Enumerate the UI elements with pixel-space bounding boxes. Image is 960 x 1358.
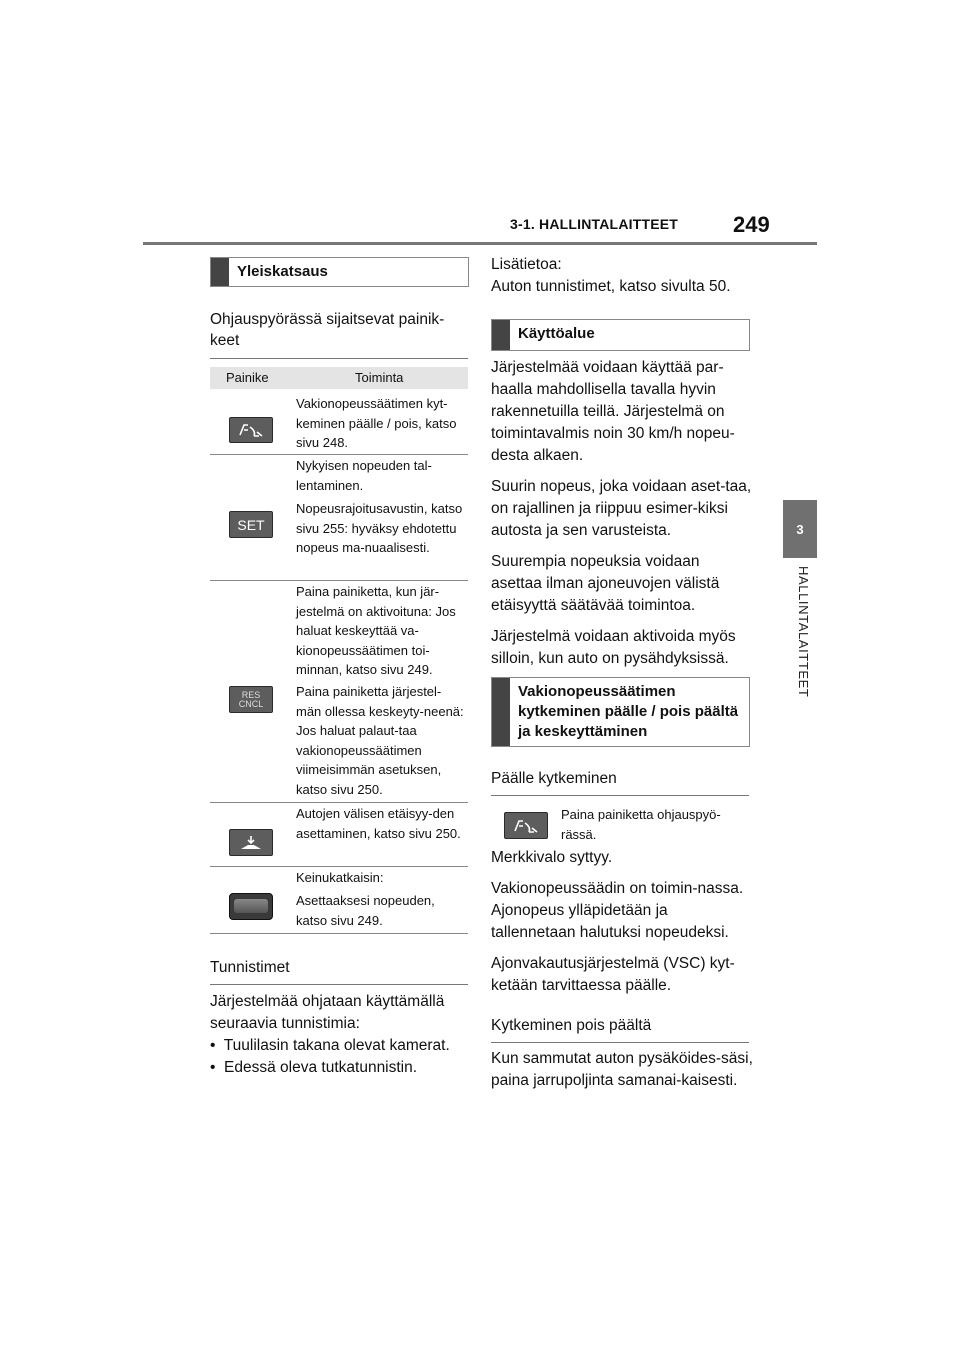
paragraph: Suurempia nopeuksia voidaan asettaa ilman ajoneuvojen välistä etäisyyttä säätävää toimintoa. (491, 553, 720, 614)
distance-icon (229, 829, 273, 856)
on-heading: Päälle kytkeminen (491, 768, 749, 796)
overview-heading-box (210, 257, 469, 287)
row-divider (210, 454, 468, 455)
bullet-text: Tuulilasin takana olevat kamerat. (223, 1037, 450, 1054)
sensors-heading: Tunnistimet (210, 957, 468, 985)
row-5-text-b: Asettaaksesi nopeuden, katso sivu 249. (296, 893, 435, 928)
paragraph: Ajonvakautusjärjestelmä (VSC) kyt-ketään tarvittaessa päälle. (491, 955, 735, 994)
heading-bar (492, 678, 510, 746)
bullet-text: Edessä oleva tutkatunnistin. (224, 1059, 418, 1076)
usage-heading: Käyttöalue (518, 325, 595, 342)
heading-bar (211, 258, 229, 286)
overview-heading: Yleiskatsaus (237, 263, 328, 280)
on-instruction: Paina painiketta ohjauspyö-rässä. (561, 807, 721, 842)
switch-heading-box (491, 677, 750, 747)
list-item: • Tuulilasin takana olevat kamerat. (210, 1037, 450, 1054)
heading-bar (492, 320, 510, 350)
row-1-text: Vakionopeussäätimen kyt-keminen päälle / pois, katso sivu 248. (296, 396, 457, 450)
row-3-text-b: Paina painiketta järjestel-män ollessa keskeyty-neenä: Jos haluat palaut-taa vakionopeussäätimen viimeisimmän asetuksen, katso sivu 250. (296, 684, 464, 797)
col-function-header: Toiminta (355, 370, 404, 385)
row-divider (210, 933, 468, 934)
usage-text (491, 357, 753, 679)
paragraph: Vakionopeussäädin on toimin-nassa. Ajonopeus ylläpidetään ja tallennetaan halutuksi nopeudeksi. (491, 880, 744, 941)
sensor-list (210, 1035, 472, 1079)
row-divider (210, 802, 468, 803)
row-divider (210, 580, 468, 581)
table-header (210, 367, 468, 389)
more-info-text: Auton tunnistimet, katso sivulta 50. (491, 278, 731, 295)
res-label: RES (241, 689, 261, 700)
usage-heading-box (491, 319, 750, 351)
paragraph: Järjestelmää voidaan käyttää par-haalla mahdollisella tavalla hyvin rakennetuilla teillä. Järjestelmä on toimintavalmis noin 30 km/h nopeu-desta alkaen. (491, 359, 735, 464)
paragraph: Suurin nopeus, joka voidaan aset-taa, on rajallinen ja riippuu esimer-kiksi autosta ja sen varusteista. (491, 478, 752, 539)
set-button: SET (229, 511, 273, 538)
cruise-control-icon (229, 417, 273, 443)
switch-heading: Vakionopeussäätimen kytkeminen päälle / pois päältä ja keskeyttäminen (518, 683, 739, 740)
on-text (491, 847, 753, 1006)
section-title: 3-1. HALLINTALAITTEET (510, 216, 679, 232)
cruise-control-icon (504, 812, 548, 839)
off-heading: Kytkeminen pois päältä (491, 1015, 749, 1043)
row-4-text: Autojen välisen etäisyy-den asettaminen, katso sivu 250. (296, 806, 461, 841)
res-cncl-button (229, 686, 273, 713)
sensors-text: Järjestelmää ohjataan käyttämällä seuraavia tunnistimia: (210, 993, 445, 1032)
paragraph: Merkkivalo syttyy. (491, 849, 613, 866)
col-button-header: Painike (226, 370, 269, 385)
list-item: • Edessä oleva tutkatunnistin. (210, 1059, 418, 1076)
chapter-label-text: HALLINTALAITTEET (796, 566, 811, 698)
page-number: 249 (733, 212, 770, 237)
header-rule (143, 242, 817, 245)
buttons-heading: Ohjauspyörässä sijaitsevat painik-keet (210, 309, 468, 359)
chapter-label (779, 566, 819, 736)
chapter-tab: 3 (783, 500, 817, 558)
off-text: Kun sammutat auton pysäköides-säsi, paina jarrupoljinta samanai-kaisesti. (491, 1050, 753, 1089)
row-3-text-a: Paina painiketta, kun jär-jestelmä on aktivoituna: Jos haluat keskeyttää va-kionopeussäätimen toi-minnan, katso sivu 249. (296, 584, 456, 677)
rocker-switch-icon (229, 893, 273, 920)
row-2-text-b: Nopeusrajoitusavustin, katso sivu 255: hyväksy ehdotettu nopeus ma-nuaalisesti. (296, 501, 463, 555)
row-5-text-a: Keinukatkaisin: (296, 870, 384, 885)
more-info-label: Lisätietoa: (491, 256, 562, 273)
paragraph: Järjestelmä voidaan aktivoida myös silloin, kun auto on pysähdyksissä. (491, 628, 736, 667)
cncl-label: CNCL (238, 698, 264, 709)
row-divider (210, 866, 468, 867)
row-2-text-a: Nykyisen nopeuden tal-lentaminen. (296, 458, 432, 493)
